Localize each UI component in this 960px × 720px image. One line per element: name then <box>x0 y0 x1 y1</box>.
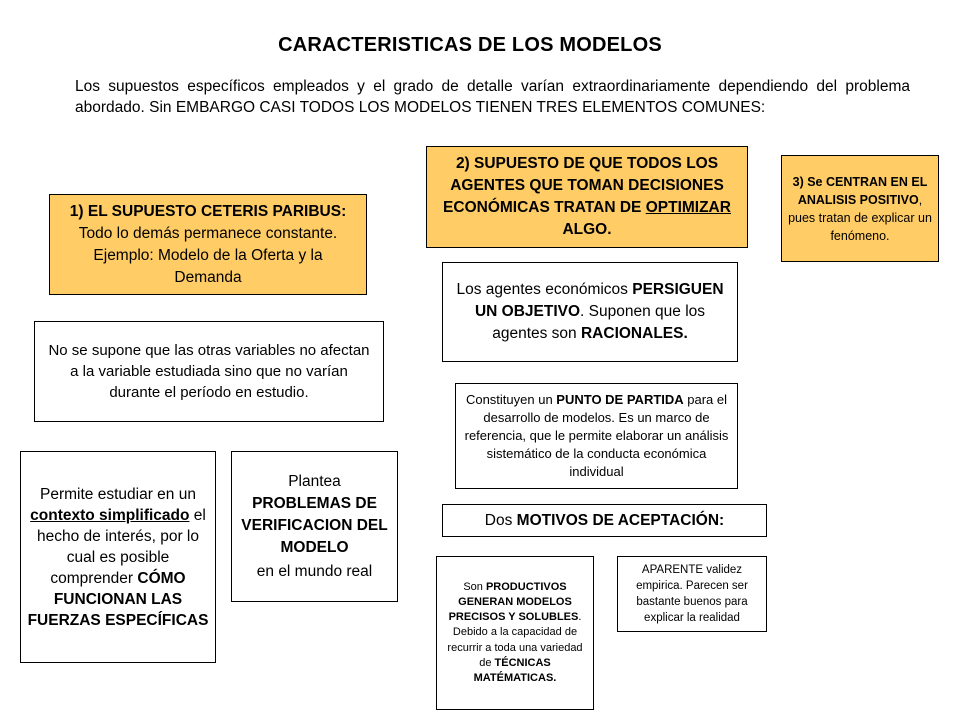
simplified-middle: el hecho de interés, por lo cual es posible comprender <box>37 506 206 587</box>
motives-intro: Dos <box>484 511 517 529</box>
ceteris-detail-text: No se supone que las otras variables no afectan a la variable estudiada sino que no varían durante el período en estudio. <box>48 342 370 401</box>
acceptance-motives-box <box>442 504 767 537</box>
starting-point-box <box>455 383 738 489</box>
acceptance-motives-text <box>449 511 760 531</box>
positive-analysis-heading: 3) Se CENTRAN EN EL ANALISIS POSITIVO <box>792 174 928 207</box>
productive-techniques-emphasis: TÉCNICAS MATÉMATICAS. <box>473 656 557 684</box>
optimization-box <box>426 146 748 248</box>
agents-rational-emphasis: RACIONALES. <box>580 325 688 342</box>
positive-analysis-box <box>781 155 939 262</box>
starting-point-emphasis: PUNTO DE PARTIDA <box>556 392 684 407</box>
productive-models-text <box>441 580 589 686</box>
ceteris-detail-box <box>34 321 384 422</box>
positive-analysis-body: , pues tratan de explicar un fenómeno. <box>788 192 932 243</box>
positive-analysis-text <box>788 173 932 245</box>
apparent-validity-box <box>617 556 767 632</box>
starting-point-body: para el desarrollo de modelos. Es un marco de referencia, que le permite elaborar un análisis sistemático de la conducta económica individual <box>464 392 729 479</box>
ceteris-paribus-heading: 1) EL SUPUESTO CETERIS PARIBUS: <box>69 202 347 220</box>
simplified-emphasis: CÓMO FUNCIONAN LAS FUERZAS ESPECÍFICAS <box>27 569 209 629</box>
ceteris-paribus-body: Todo lo demás permanece constante. Ejemplo: Modelo de la Oferta y la Demanda <box>78 224 338 286</box>
ceteris-paribus-text <box>58 201 358 289</box>
optimization-text <box>437 153 737 241</box>
optimization-tail: ALGO. <box>562 221 612 238</box>
productive-emphasis: PRODUCTIVOS GENERAN MODELOS PRECISOS Y SOLUBLES <box>448 580 579 624</box>
starting-point-intro: Constituyen un <box>465 392 557 407</box>
verification-intro: Plantea <box>288 472 341 490</box>
ceteris-paribus-box <box>49 194 367 295</box>
agents-objective-box <box>442 262 738 362</box>
simplified-context-box <box>20 451 216 663</box>
verification-tail: en el mundo real <box>256 562 373 580</box>
intro-paragraph: Los supuestos específicos empleados y el grado de detalle varían extraordinariamente dependiendo del problema abordado. Sin EMBARGO CASI TODOS LOS MODELOS TIENEN TRES ELEMENTOS COMUNES: <box>75 78 910 116</box>
verification-emphasis: PROBLEMAS DE VERIFICACION DEL MODELO <box>241 494 388 556</box>
apparent-validity-text: APARENTE validez empirica. Parecen ser bastante buenos para explicar la realidad <box>636 564 748 624</box>
productive-intro: Son <box>463 580 486 593</box>
optimizar-underlined: OPTIMIZAR <box>645 199 731 216</box>
productive-middle: . Debido a la capacidad de recurrir a toda una variedad de <box>447 611 583 669</box>
agents-objective-emphasis: PERSIGUEN UN OBJETIVO <box>474 281 724 320</box>
agents-objective-text <box>451 279 729 345</box>
simplified-context-text <box>27 484 209 631</box>
optimization-heading: 2) SUPUESTO DE QUE TODOS LOS AGENTES QUE TOMAN DECISIONES ECONÓMICAS TRATAN DE <box>443 155 724 216</box>
simplified-intro: Permite estudiar en un <box>40 485 196 503</box>
contexto-simplificado-underlined: contexto simplificado <box>30 506 190 524</box>
verification-text <box>238 471 391 583</box>
verification-box <box>231 451 398 602</box>
motives-emphasis: MOTIVOS DE ACEPTACIÓN: <box>516 511 725 529</box>
agents-intro: Los agentes económicos <box>456 281 633 298</box>
starting-point-text <box>462 391 731 481</box>
slide-title: CARACTERISTICAS DE LOS MODELOS <box>278 34 662 56</box>
agents-middle: . Suponen que los agentes son <box>492 303 706 342</box>
productive-models-box <box>436 556 594 710</box>
